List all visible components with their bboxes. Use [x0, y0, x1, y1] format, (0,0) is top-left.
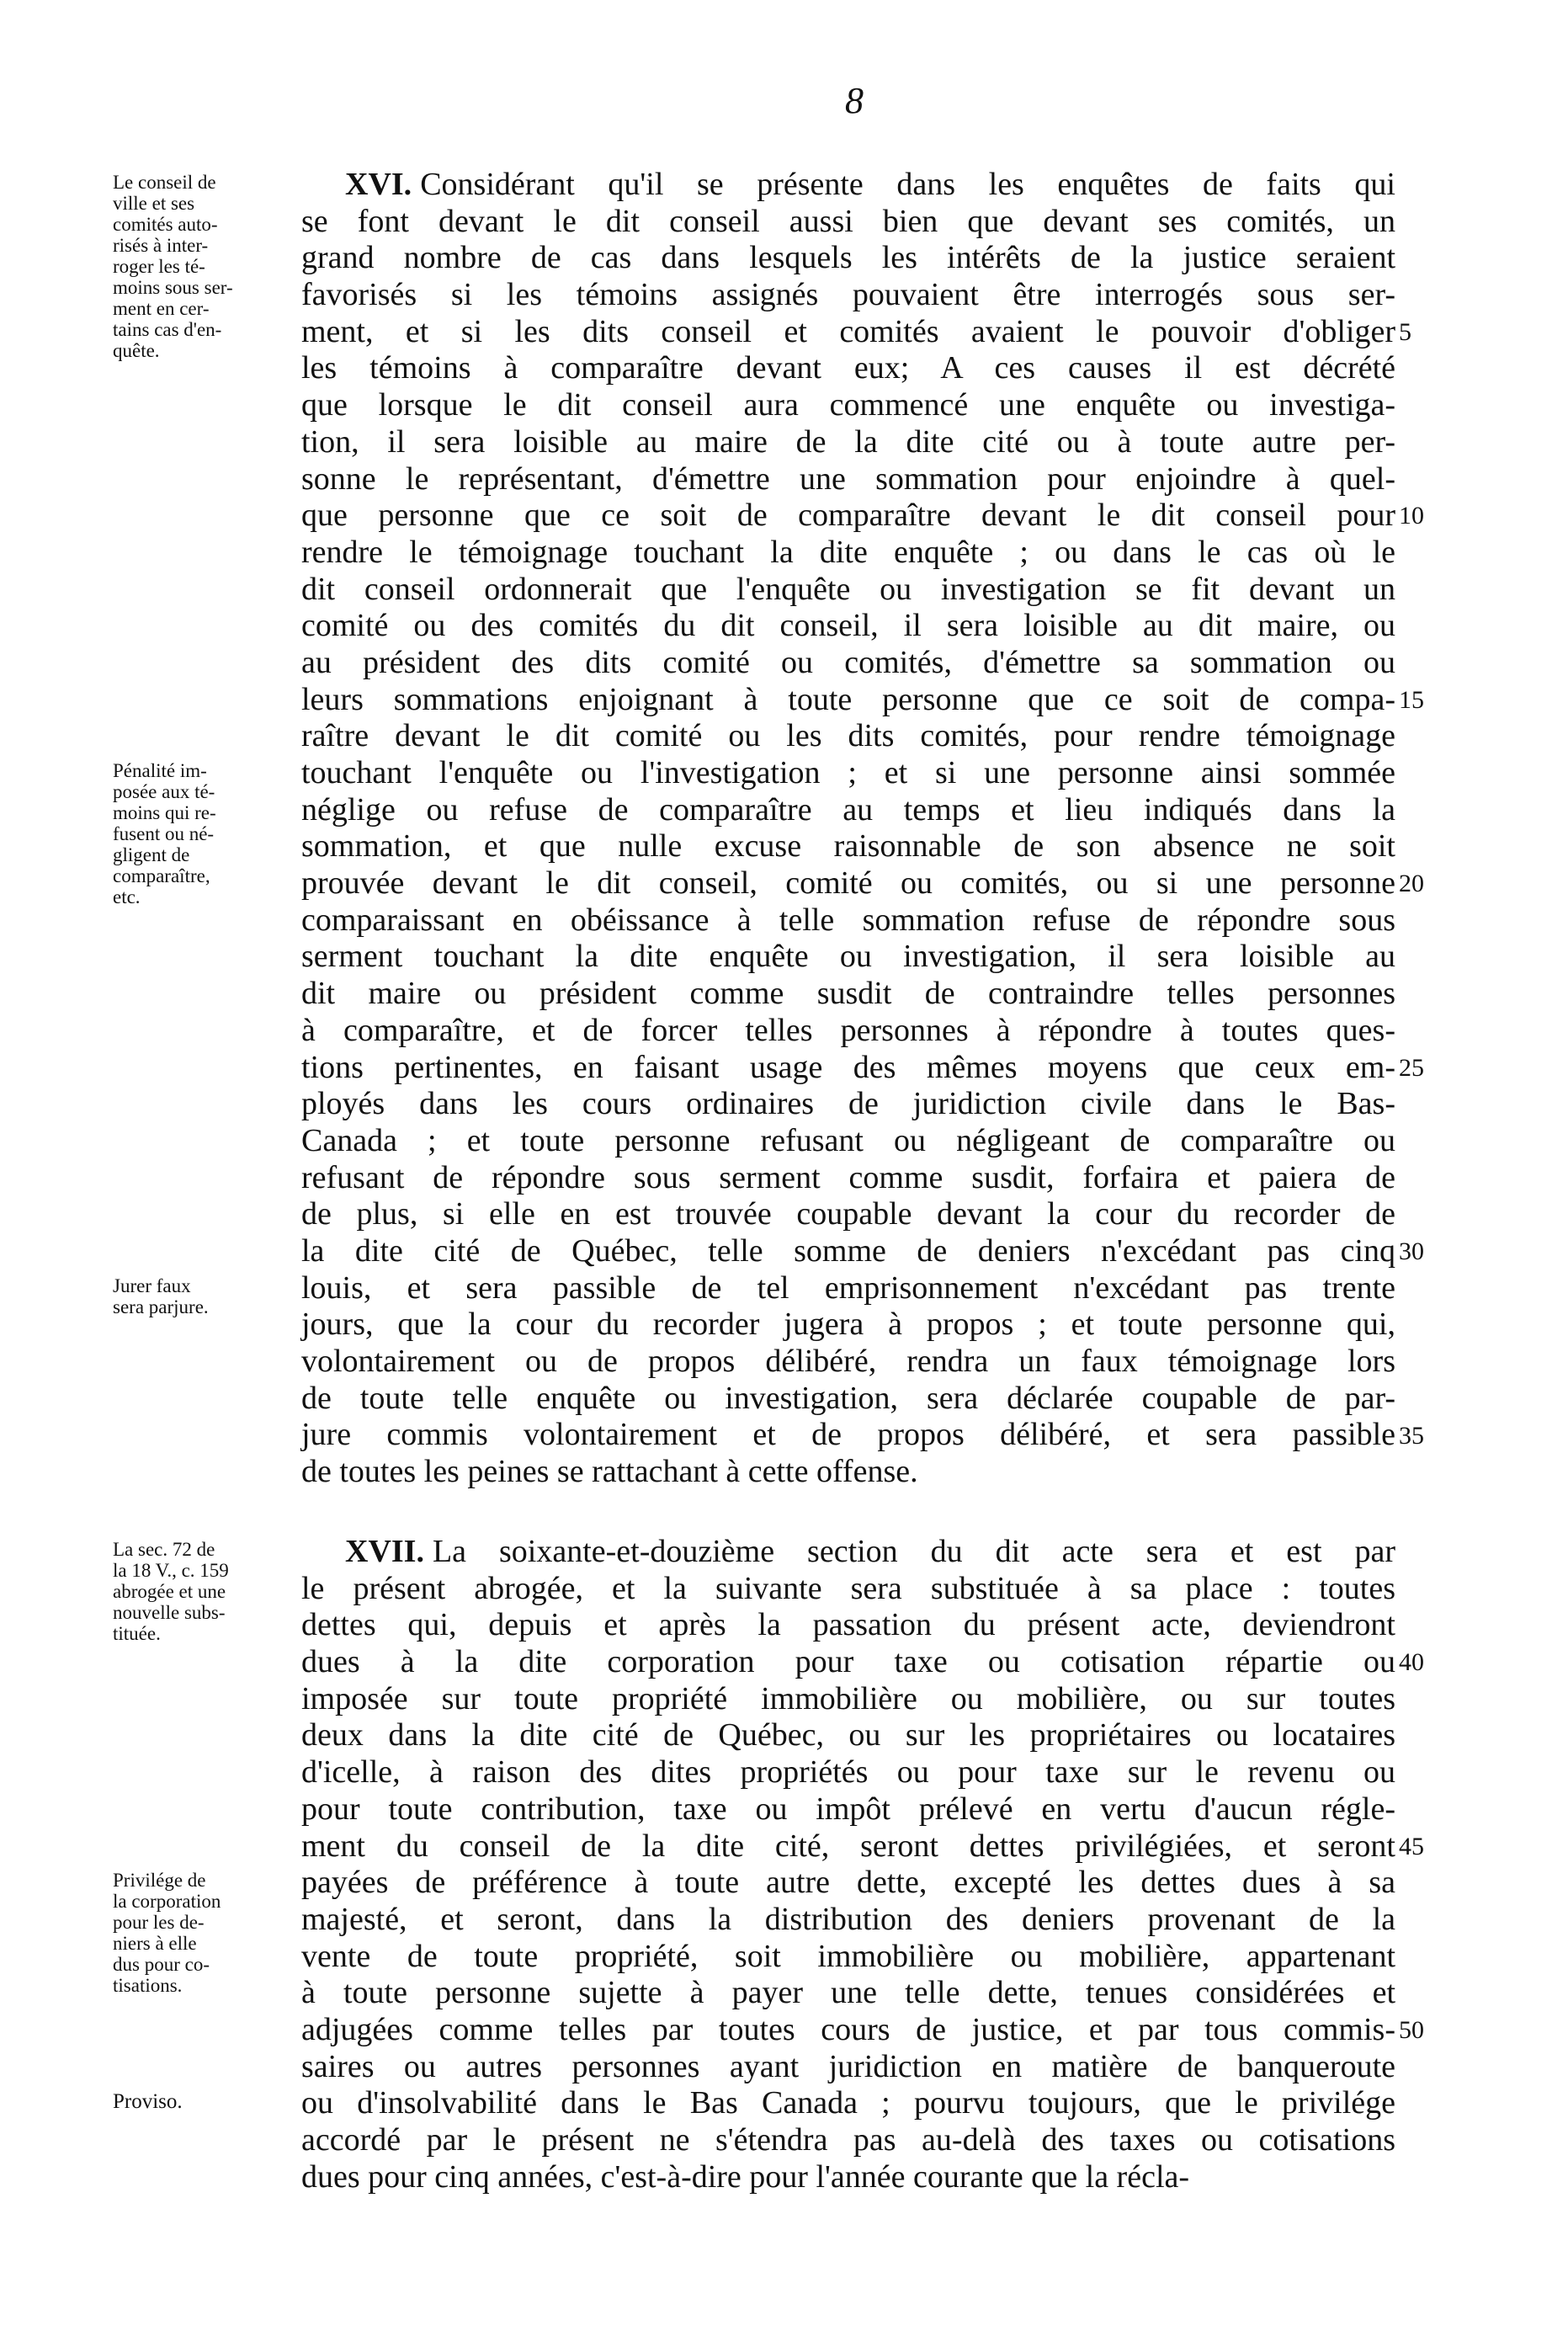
text-line	[301, 1939, 1395, 1976]
line-text: payées de préférence à toute autre dette, excepté les dettes dues à sa	[301, 1865, 1395, 1901]
text-line	[301, 1050, 1395, 1087]
marginal-note	[113, 2091, 277, 2112]
marginal-note-line: quête.	[113, 340, 160, 361]
marginal-note-line: sera parjure.	[113, 1296, 209, 1317]
line-text: dues pour cinq années, c'est-à-dire pour l'année courante que la récla-	[301, 2158, 1190, 2195]
line-text: raître devant le dit comité ou les dits comités, pour rendre témoignage	[301, 718, 1395, 754]
text-line	[301, 1381, 1395, 1418]
marginal-note-line: fusent ou né-	[113, 823, 215, 845]
marginal-note-line: pour les de-	[113, 1912, 205, 1934]
line-number: 45	[1399, 1832, 1424, 1860]
text-line	[301, 1160, 1395, 1197]
text-line	[301, 387, 1395, 424]
marginal-note-line: posée aux té-	[113, 781, 215, 803]
text-line	[301, 2122, 1395, 2159]
line-text: majesté, et seront, dans la distribution des deniers provenant de la	[301, 1901, 1395, 1937]
marginal-note-line: comités auto-	[113, 214, 218, 235]
line-text: de plus, si elle en est trouvée coupable devant la cour du recorder de	[301, 1196, 1395, 1232]
text-line	[301, 1754, 1395, 1791]
line-text: comité ou des comités du dit conseil, il sera loisible au dit maire, ou	[301, 608, 1395, 644]
text-line	[301, 1681, 1395, 1718]
line-text: de toutes les peines se rattachant à cette offense.	[301, 1454, 918, 1490]
text-line	[301, 535, 1395, 572]
line-text: adjugées comme telles par toutes cours de justice, et par tous commis-	[301, 2011, 1395, 2047]
text-line	[301, 350, 1395, 387]
text-line	[301, 2012, 1395, 2049]
text-line	[301, 1607, 1395, 1644]
line-text: jours, que la cour du recorder jugera à propos ; et toute personne qui,	[301, 1307, 1395, 1343]
text-line	[301, 1417, 1395, 1454]
marginal-note-line: ment en cer-	[113, 298, 210, 319]
line-text: le présent abrogée, et la suivante sera substituée à sa place : toutes	[301, 1570, 1395, 1606]
marginal-note	[113, 760, 277, 907]
text-line	[301, 1571, 1395, 1608]
line-text: de toute telle enquête ou investigation, sera déclarée coupable de par-	[301, 1380, 1395, 1416]
marginal-note-line: tains cas d'en-	[113, 319, 222, 340]
marginal-note-line: La sec. 72 de	[113, 1539, 215, 1560]
section-number: XVII.	[345, 1534, 424, 1569]
marginal-note-line: tituée.	[113, 1623, 161, 1644]
line-text: tion, il sera loisible au maire de la dite cité ou à toute autre per-	[301, 423, 1395, 460]
line-text: touchant l'enquête ou l'investigation ; et si une personne ainsi sommée	[301, 755, 1395, 790]
text-line	[301, 1307, 1395, 1344]
text-line	[301, 277, 1395, 314]
text-line	[301, 1717, 1395, 1754]
marginal-note-line: etc.	[113, 886, 141, 908]
text-line	[301, 828, 1395, 865]
marginal-note-line: Le conseil de	[113, 172, 216, 193]
text-line	[301, 1865, 1395, 1902]
marginal-note-line: la corporation	[113, 1891, 221, 1913]
line-text: ou d'insolvabilité dans le Bas Canada ; pourvu toujours, que le privilége	[301, 2085, 1395, 2121]
line-text: volontairement ou de propos délibéré, rendra un faux témoignage lors	[301, 1344, 1395, 1379]
marginal-note	[113, 1539, 277, 1644]
text-line	[301, 902, 1395, 939]
line-text: dettes qui, depuis et après la passation du présent acte, deviendront	[301, 1607, 1395, 1643]
line-text: ment, et si les dits conseil et comités avaient le pouvoir d'obliger	[301, 313, 1395, 349]
line-text: rendre le témoignage touchant la dite enquête ; ou dans le cas où le	[301, 534, 1395, 570]
text-line	[301, 1233, 1395, 1270]
marginal-note-line: Jurer faux	[113, 1275, 191, 1296]
line-number: 15	[1399, 685, 1424, 714]
line-text: la dite cité de Québec, telle somme de deniers n'excédant pas cinq	[301, 1232, 1395, 1269]
marginal-note-line: gligent de	[113, 844, 190, 866]
text-line	[301, 976, 1395, 1013]
line-text: sonne le représentant, d'émettre une sommation pour enjoindre à quel-	[301, 460, 1395, 497]
line-text: serment touchant la dite enquête ou investigation, il sera loisible au	[301, 939, 1395, 975]
section-body	[301, 1534, 1395, 2195]
marginal-note	[113, 1870, 277, 1996]
text-line	[301, 204, 1395, 241]
line-text: deux dans la dite cité de Québec, ou sur les propriétaires ou locataires	[301, 1717, 1395, 1754]
line-text: pour toute contribution, taxe ou impôt prélevé en vertu d'aucun régle-	[301, 1791, 1395, 1827]
line-text: refusant de répondre sous serment comme susdit, forfaira et paiera de	[301, 1159, 1395, 1195]
line-text: tions pertinentes, en faisant usage des mêmes moyens que ceux em-	[301, 1049, 1395, 1085]
text-line	[301, 1270, 1395, 1307]
section-number: XVI.	[345, 167, 412, 202]
line-text: au président des dits comité ou comités, d'émettre sa sommation ou	[301, 644, 1395, 680]
line-text: ployés dans les cours ordinaires de juridiction civile dans le Bas-	[301, 1086, 1395, 1122]
text-line	[301, 424, 1395, 461]
line-text: sommation, et que nulle excuse raisonnable de son absence ne soit	[301, 828, 1395, 865]
marginal-note-line: la 18 V., c. 159	[113, 1560, 229, 1581]
line-number: 40	[1399, 1648, 1424, 1677]
line-text: ment du conseil de la dite cité, seront dettes privilégiées, et seront	[301, 1828, 1395, 1864]
text-line	[301, 2159, 1395, 2196]
text-line	[301, 1644, 1395, 1681]
marginal-note	[113, 172, 277, 361]
marginal-note-line: moins sous ser-	[113, 277, 233, 298]
line-text: dues à la dite corporation pour taxe ou cotisation répartie ou	[301, 1644, 1395, 1680]
marginal-note-line: dus pour co-	[113, 1954, 210, 1976]
marginal-note-line: Proviso.	[113, 2089, 183, 2113]
text-line	[301, 1791, 1395, 1828]
line-number: 5	[1399, 317, 1411, 346]
line-text: comparaissant en obéissance à telle sommation refuse de répondre sous	[301, 902, 1395, 938]
line-text: prouvée devant le dit conseil, comité ou comités, ou si une personne	[301, 865, 1395, 902]
text-line	[301, 240, 1395, 277]
line-text: imposée sur toute propriété immobilière ou mobilière, ou sur toutes	[301, 1680, 1395, 1716]
line-text: dit conseil ordonnerait que l'enquête ou investigation se fit devant un	[301, 571, 1395, 607]
line-number: 25	[1399, 1053, 1424, 1082]
marginal-note-line: moins qui re-	[113, 802, 216, 824]
line-text: saires ou autres personnes ayant juridiction en matière de banqueroute	[301, 2048, 1395, 2084]
text-line	[301, 1196, 1395, 1233]
text-line	[301, 718, 1395, 755]
marginal-note-line: risés à inter-	[113, 235, 209, 256]
marginal-note-line: comparaître,	[113, 865, 210, 887]
line-text: les témoins à comparaître devant eux; A ces causes il est décrété	[301, 350, 1395, 386]
line-text: La soixante-et-douzième section du dit acte sera et est par	[432, 1534, 1395, 1569]
line-text: dit maire ou président comme susdit de contraindre telles personnes	[301, 976, 1395, 1012]
marginal-note-line: tisations.	[113, 1975, 183, 1997]
marginal-note-line: nouvelle subs-	[113, 1602, 226, 1623]
text-line	[301, 1828, 1395, 1865]
text-line	[301, 2049, 1395, 2086]
marginal-note-line: abrogée et une	[113, 1581, 226, 1602]
line-number: 10	[1399, 502, 1424, 530]
line-text: à toute personne sujette à payer une telle dette, tenues considérées et	[301, 1975, 1395, 2011]
marginal-note-line: niers à elle	[113, 1933, 197, 1955]
line-text: accordé par le présent ne s'étendra pas au-delà des taxes ou cotisations	[301, 2122, 1395, 2158]
line-text: grand nombre de cas dans lesquels les intérêts de la justice seraient	[301, 240, 1395, 276]
line-number: 35	[1399, 1421, 1424, 1450]
line-text: d'icelle, à raison des dites propriétés ou pour taxe sur le revenu ou	[301, 1754, 1395, 1791]
text-line	[301, 314, 1395, 351]
line-text: néglige ou refuse de comparaître au temps et lieu indiqués dans la	[301, 791, 1395, 828]
text-line	[301, 1344, 1395, 1381]
marginal-note-line: Privilége de	[113, 1870, 206, 1892]
marginal-note-line: roger les té-	[113, 256, 205, 277]
line-text: leurs sommations enjoignant à toute personne que ce soit de compa-	[301, 681, 1395, 717]
marginal-note-line: ville et ses	[113, 193, 195, 214]
line-text: louis, et sera passible de tel emprisonnement n'excédant pas trente	[301, 1269, 1395, 1306]
text-line	[301, 498, 1395, 535]
text-line	[301, 865, 1395, 902]
text-line	[301, 1902, 1395, 1939]
marginal-note	[113, 1275, 277, 1317]
line-text: favorisés si les témoins assignés pouvaient être interrogés sous ser-	[301, 277, 1395, 313]
line-text: Considérant qu'il se présente dans les enquêtes de faits qui	[420, 167, 1395, 202]
text-line	[301, 572, 1395, 609]
text-line	[301, 1086, 1395, 1123]
text-line	[301, 755, 1395, 792]
line-text: à comparaître, et de forcer telles personnes à répondre à toutes ques-	[301, 1012, 1395, 1048]
text-line	[301, 645, 1395, 682]
section-body	[301, 167, 1395, 1491]
text-line	[301, 1454, 1395, 1491]
text-line	[301, 1534, 1395, 1571]
line-number: 50	[1399, 2016, 1424, 2045]
line-text: que personne que ce soit de comparaître devant le dit conseil pour	[301, 498, 1395, 534]
text-line	[301, 608, 1395, 645]
line-number: 30	[1399, 1237, 1424, 1266]
text-line	[301, 939, 1395, 976]
line-text: jure commis volontairement et de propos délibéré, et sera passible	[301, 1417, 1395, 1453]
line-text: Canada ; et toute personne refusant ou négligeant de comparaître ou	[301, 1122, 1395, 1158]
text-line	[301, 1123, 1395, 1160]
line-text: se font devant le dit conseil aussi bien que devant ses comités, un	[301, 203, 1395, 239]
line-number: 20	[1399, 870, 1424, 898]
text-line	[301, 792, 1395, 829]
text-line	[301, 461, 1395, 498]
line-text: que lorsque le dit conseil aura commencé une enquête ou investiga-	[301, 387, 1395, 423]
text-line	[301, 682, 1395, 719]
text-line	[301, 167, 1395, 204]
line-text: vente de toute propriété, soit immobilière ou mobilière, appartenant	[301, 1938, 1395, 1974]
text-line	[301, 1975, 1395, 2012]
page-number: 8	[845, 80, 864, 121]
marginal-note-line: Pénalité im-	[113, 760, 207, 782]
text-line	[301, 2085, 1395, 2122]
text-line	[301, 1013, 1395, 1050]
